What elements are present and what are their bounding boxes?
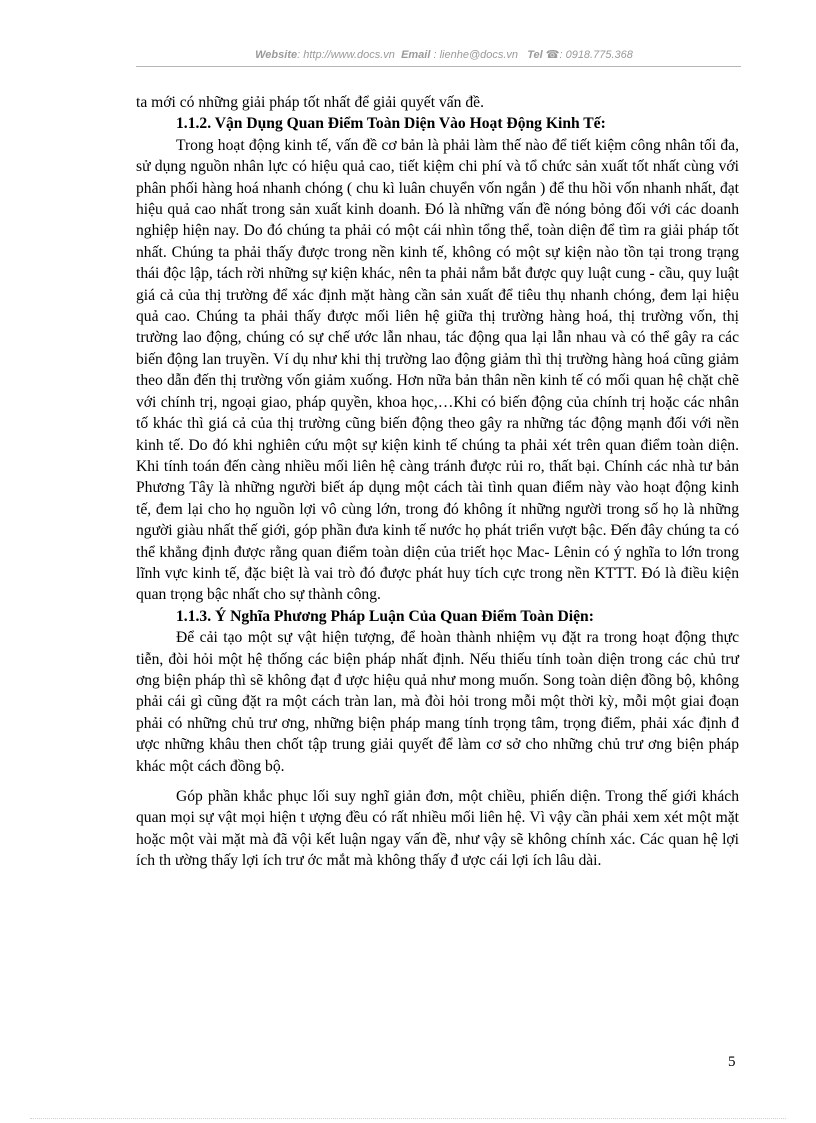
paragraph-methodology: Để cải tạo một sự vật hiện tượng, để hoàn thành nhiệm vụ đặt ra trong hoạt động thực tiễn, đòi hỏi một hệ thống các biện pháp nhất định. Nếu thiếu tính toàn diện trong các chủ trư ơng biện pháp thì sẽ không đạt đ ược hiệu quả như mong muốn. Song toàn diện đồng bộ, không phải cái gì cũng đặt ra một cách tràn lan, mà đòi hỏi trong mỗi một thời kỳ, mỗi một giai đoạn phải có những chủ trư ơng, những biện pháp mang tính trọng tâm, trọng điểm, phải xác định đ ược những khâu then chốt tập trung giải quyết để làm cơ sở cho những chủ trư ơng biện pháp khác một cách đồng bộ. <box>136 629 739 775</box>
website-value: : http://www.docs.vn <box>297 49 395 61</box>
website-label: Website <box>255 49 298 61</box>
paragraph-overcoming-one-sidedness: Góp phần khắc phục lối suy nghĩ giản đơn, một chiều, phiến diện. Trong thế giới khách quan mọi sự vật mọi hiện t ượng đều có rất nhiều mối liên hệ. Vì vậy cần phải xem xét một mặt hoặc một vài mặt mà đã vội kết luận ngay vấn đề, như vậy sẽ không chính xác. Các quan hệ lợi ích th ường thấy lợi ích trư ớc mắt mà không thấy đ ược cái lợi ích lâu dài. <box>136 788 739 870</box>
email-label: Email <box>401 49 431 61</box>
section-heading-1-1-3: 1.1.3. Ý Nghĩa Phương Pháp Luận Của Quan Điểm Toàn Diện: <box>176 607 594 625</box>
footer-divider <box>30 1118 786 1119</box>
paragraph-economic-application: Trong hoạt động kinh tế, vấn đề cơ bản là phải làm thế nào để tiết kiệm công nhân tối đa, sử dụng nguồn nhân lực có hiệu quả cao, tiết kiệm chi phí và tổ chức sản xuất tốt nhất cùng với phân phối hàng hoá nhanh chóng ( chu kì luân chuyển vốn ngắn ) để thu hồi vốn nhanh nhất, đạt hiệu quả cao nhất trong sản xuất kinh doanh. Đó là những vấn đề nóng bỏng đối với các doanh nghiệp hiện nay. Do đó chúng ta phải có một cái nhìn tổng thể, toàn diện để tìm ra giải pháp tốt nhất. Chúng ta phải thấy được trong nền kinh tế, không có một sự kiện nào tồn tại trong trạng thái độc lập, tách rời những sự kiện khác, nên ta phải nắm bắt được quy luật cung - cầu, quy luật giá cả của thị trường để xác định mặt hàng cần sản xuất để tiêu thụ nhanh chóng, đem lại hiệu quả cao. Chúng ta phải thấy được mối liên hệ giữa thị trường hàng hoá, thị trường vốn, thị trường lao động, chúng có sự chế ước lẫn nhau, tác động qua lại lẫn nhau và có thể gây ra các biến động lan truyền. Ví dụ như khi thị trường lao động giảm thì thị trường hàng hoá cũng giảm theo dẫn đến thị trường vốn giảm xuống. Hơn nữa bản thân nền kinh tế có mối quan hệ chặt chẽ với chính trị, ngoại giao, pháp quyền, khoa học,…Khi có biến động của chính trị hoặc các nhân tố khác thì giá cả của thị trường cũng biến động theo gây ra những tác động mạnh đối với nền kinh tế. Do đó khi nghiên cứu một sự kiện kinh tế chúng ta phải xét trên quan điểm toàn diện. Khi tính toán đến càng nhiều mối liên hệ càng tránh được rủi ro, thất bại. Chính các nhà tư bản Phương Tây là những người biết áp dụng một cách tài tình quan điểm này vào hoạt động kinh tế, đem lại cho họ nguồn lợi vô cùng lớn, trong đó không ít những người trong số họ là những người giàu nhất thế giới, góp phần đưa kinh tế nước họ phát triển vượt bậc. Đến đây chúng ta có thể khẳng định được rằng quan điểm toàn diện của triết học Mac- Lênin có ý nghĩa to lớn trong lĩnh vực kinh tế, đặc biệt là vai trò đó được phát huy tích cực trong nền KTTT. Đó là điều kiện quan trọng bậc nhất cho sự thành công. <box>136 136 739 604</box>
paragraph-continuation: ta mới có những giải pháp tốt nhất để giải quyết vấn đề. <box>136 94 484 111</box>
page-number: 5 <box>728 1054 736 1070</box>
page-header <box>150 48 738 61</box>
tel-label: Tel <box>527 49 543 61</box>
tel-value: ☎: 0918.775.368 <box>545 49 633 61</box>
email-value: : lienhe@docs.vn <box>433 49 519 61</box>
header-divider <box>136 66 741 67</box>
document-body <box>136 92 739 872</box>
section-heading-1-1-2: 1.1.2. Vận Dụng Quan Điểm Toàn Diện Vào Hoạt Động Kinh Tế: <box>176 115 606 133</box>
